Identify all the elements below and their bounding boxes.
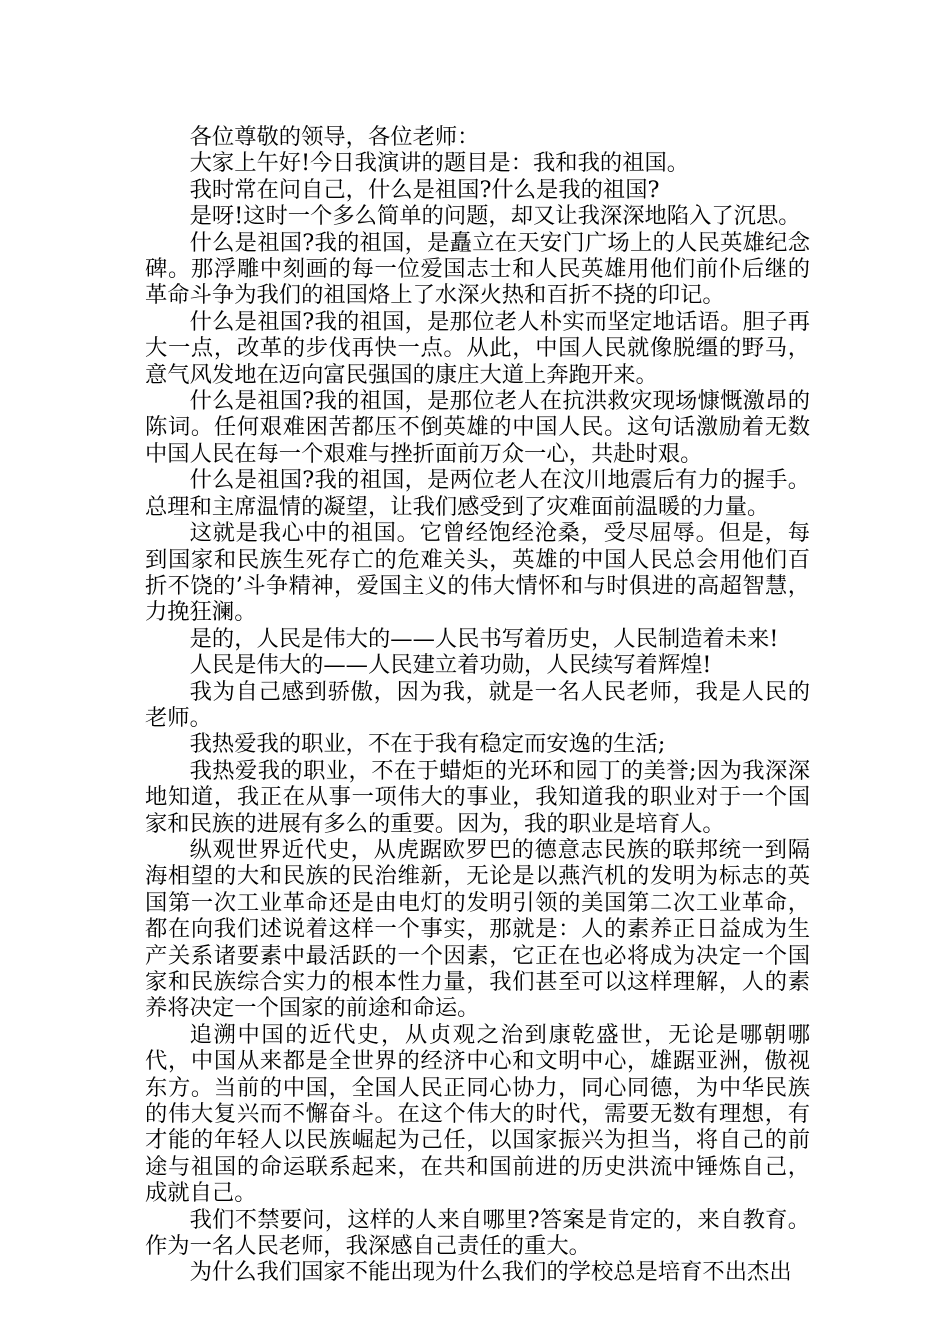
paragraph-flood: 什么是祖国?我的祖国，是那位老人在抗洪救灾现场慷慨激昂的陈词。任何艰难困苦都压不倒英雄的中国人民。这句话激励着无数中国人民在每一个艰难与挫折面前万众一心，共赴时艰。 (145, 388, 810, 467)
paragraph-love-career-2: 我热爱我的职业，不在于蜡炬的光环和园丁的美誉;因为我深深地知道，我正在从事一项伟大的事业，我知道我的职业对于一个国家和民族的进展有多么的重要。因为，我的职业是培育人。 (145, 757, 810, 837)
paragraph-people-history: 是的，人民是伟大的——人民书写着历史，人民制造着未来! (189, 625, 779, 652)
paragraph-question: 我时常在问自己，什么是祖国?什么是我的祖国? (189, 176, 660, 203)
paragraph-topic: 大家上午好!今日我演讲的题目是：我和我的祖国。 (189, 150, 690, 177)
paragraph-world-history: 纵观世界近代史，从虎踞欧罗巴的德意志民族的联邦统一到隔海相望的大和民族的民治维新，无论是以燕汽机的发明为标志的英国第一次工业革命还是由电灯的发明引领的美国第二次工业革命，都在向我们述说着这样一个事实，那就是：人的素养正日益成为生产关系诸要素中最活跃的一个因素，它正在也必将成为决定一个国家和民族综合实力的根本性力量，我们甚至可以这样理解，人的素养将决定一个国家的前途和命运。 (145, 836, 810, 1022)
paragraph-proud-teacher: 我为自己感到骄傲，因为我，就是一名人民老师，我是人民的老师。 (145, 678, 810, 731)
paragraph-love-career-1: 我热爱我的职业，不在于我有稳定而安逸的生活; (189, 731, 666, 758)
paragraph-reform: 什么是祖国?我的祖国，是那位老人朴实而坚定地话语。胆子再大一点，改革的步伐再快一点。从此，中国人民就像脱缰的野马，意气风发地在迈向富民强国的康庄大道上奔跑开来。 (145, 308, 810, 388)
paragraph-earthquake: 什么是祖国?我的祖国，是两位老人在汶川地震后有力的握手。总理和主席温情的凝望，让我们感受到了灾难面前温暖的力量。 (145, 467, 810, 520)
paragraph-people-glory: 人民是伟大的——人民建立着功勋，人民续写着辉煌! (189, 652, 712, 679)
paragraph-motherland: 这就是我心中的祖国。它曾经饱经沧桑，受尽屈辱。但是，每到国家和民族生死存亡的危难关头，英雄的中国人民总会用他们百折不饶的’斗争精神，爱国主义的伟大情怀和与时俱进的高超智慧，力挽狂澜。 (145, 520, 810, 626)
paragraph-china-history: 追溯中国的近代史，从贞观之治到康乾盛世，无论是哪朝哪代，中国从来都是全世界的经济中心和文明中心，雄踞亚洲，傲视东方。当前的中国，全国人民正同心协力，同心同德，为中华民族的伟大复兴而不懈奋斗。在这个伟大的时代，需要无数有理想，有才能的年轻人以民族崛起为己任，以国家振兴为担当，将自己的前途与祖国的命运联系起来，在共和国前进的历史洪流中锤炼自己，成就自己。 (145, 1021, 810, 1207)
paragraph-education: 我们不禁要问，这样的人来自哪里?答案是肯定的，来自教育。作为一名人民老师，我深感自己责任的重大。 (145, 1206, 810, 1260)
paragraph-why-question: 为什么我们国家不能出现为什么我们的学校总是培育不出杰出 (189, 1259, 792, 1286)
paragraph-greeting: 各位尊敬的领导，各位老师： (189, 124, 480, 150)
paragraph-reflection: 是呀!这时一个多么简单的问题，却又让我深深地陷入了沉思。 (189, 203, 801, 230)
paragraph-monument: 什么是祖国?我的祖国，是矗立在天安门广场上的人民英雄纪念碑。那浮雕中刻画的每一位爱国志士和人民英雄用他们前仆后继的革命斗争为我们的祖国烙上了水深火热和百折不挠的印记。 (145, 229, 810, 309)
speech-body (145, 124, 810, 1286)
